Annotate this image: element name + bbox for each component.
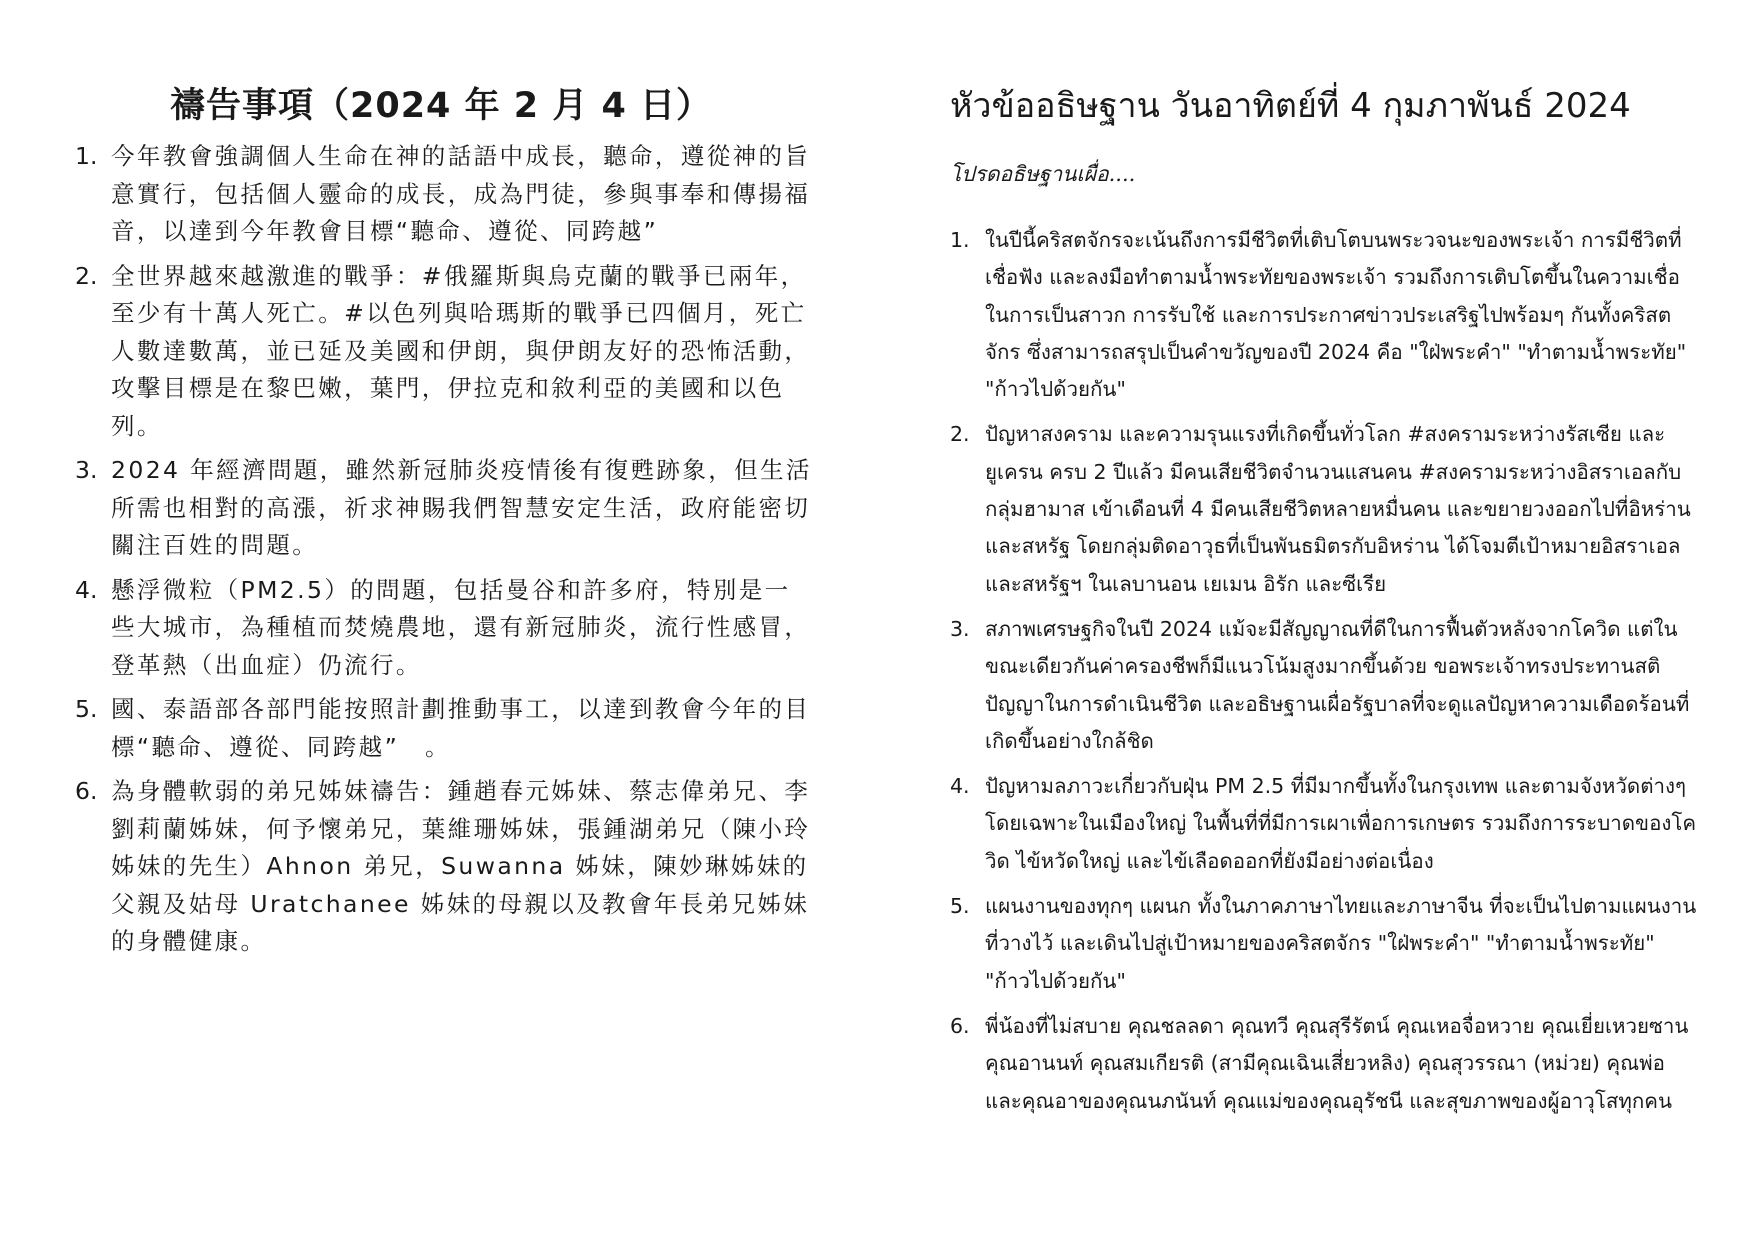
item-number: 4.	[950, 774, 970, 799]
list-item	[75, 138, 815, 251]
item-text: ในปีนี้คริสตจักรจะเน้นถึงการมีชีวิตที่เติบโตบนพระวจนะของพระเจ้า การมีชีวิตที่เชื่อฟัง และลงมือทำตามน้ำพระทัยของพระเจ้า รวมถึงการเติบโตขึ้นในความเชื่อ ในการเป็นสาวก การรับใช้ และการประกาศข่าวประเสริฐไปพร้อมๆ กันทั้งคริสตจักร ซึ่งสามารถสรุปเป็นคำขวัญของปี 2024 คือ "ใฝ่พระคำ" "ทำตามน้ำพระทัย" "ก้าวไปด้วยกัน"	[985, 228, 1687, 402]
item-number: 2.	[75, 261, 98, 290]
item-text: 全世界越來越激進的戰爭：#俄羅斯與烏克蘭的戰爭已兩年，至少有十萬人死亡。#以色列與哈瑪斯的戰爭已四個月，死亡人數達數萬，並已延及美國和伊朗，與伊朗友好的恐怖活動，攻擊目標是在黎巴嫩，葉門，伊拉克和敘利亞的美國和以色列。	[111, 261, 811, 440]
list-item	[75, 773, 815, 961]
list-item	[950, 1008, 1700, 1120]
list-item	[75, 452, 815, 565]
item-number: 5.	[75, 695, 98, 723]
item-text: แผนงานของทุกๆ แผนก ทั้งในภาคภาษาไทยและภาษาจีน ที่จะเป็นไปตามแผนงานที่วางไว้ และเดินไปสู่เป้าหมายของคริสตจักร "ใฝ่พระคำ" "ทำตามน้ำพระทัย" "ก้าวไปด้วยกัน"	[985, 894, 1697, 993]
list-item	[950, 611, 1700, 760]
item-number: 3.	[75, 456, 98, 484]
item-number: 2.	[950, 422, 970, 447]
item-text: 懸浮微粒（PM2.5）的問題，包括曼谷和許多府，特別是一些大城市，為種植而焚燒農地，還有新冠肺炎，流行性感冒，登革熱（出血症）仍流行。	[111, 575, 811, 679]
chinese-title: 禱告事項（2024 年 2 月 4 日）	[170, 86, 713, 126]
item-text: 國、泰語部各部門能按照計劃推動事工，以達到教會今年的目標“聽命、遵從、同跨越” 。	[111, 695, 811, 761]
list-item	[950, 888, 1700, 1000]
thai-title: หัวข้ออธิษฐาน วันอาทิตย์ที่ 4 กุมภาพันธ์ 2024	[950, 86, 1631, 126]
list-item	[950, 416, 1700, 602]
thai-prayer-list	[950, 222, 1700, 1128]
item-number: 4.	[75, 575, 98, 604]
item-text: ปัญหาสงคราม และความรุนแรงที่เกิดขึ้นทั่วโลก #สงครามระหว่างรัสเซีย และยูเครน ครบ 2 ปีแล้ว มีคนเสียชีวิตจำนวนแสนคน #สงครามระหว่างอิสราเอลกับกลุ่มฮามาส เข้าเดือนที่ 4 มีคนเสียชีวิตหลายหมื่นคน และขยายวงออกไปที่อิหร่านและสหรัฐ โดยกลุ่มติดอาวุธที่เป็นพันธมิตรกับอิหร่าน ได้โจมตีเป้าหมายอิสราเอลและสหรัฐฯ ในเลบานอน เยเมน อิรัก และซีเรีย	[985, 422, 1691, 596]
thai-subtitle: โปรดอธิษฐานเผื่อ....	[950, 162, 1136, 186]
item-text: 今年教會強調個人生命在神的話語中成長，聽命，遵從神的旨意實行，包括個人靈命的成長，成為門徒，參與事奉和傳揚福音，以達到今年教會目標“聽命、遵從、同跨越”	[111, 142, 811, 245]
item-number: 3.	[950, 616, 970, 641]
item-number: 5.	[950, 894, 970, 919]
chinese-prayer-list	[75, 138, 815, 968]
item-text: พี่น้องที่ไม่สบาย คุณชลลดา คุณทวี คุณสุรีรัตน์ คุณเหอจื่อหวาย คุณเยี่ยเหวยซาน คุณอานนท์ คุณสมเกียรติ (สามีคุณเฉินเสี่ยวหลิง) คุณสุวรรณา (หม่วย) คุณพ่อและคุณอาของคุณนภนันท์ คุณแม่ของคุณอุรัชนี และสุขภาพของผู้อาวุโสทุกคน	[985, 1013, 1689, 1113]
list-item	[950, 222, 1700, 408]
item-number: 1.	[950, 228, 970, 252]
item-number: 6.	[950, 1013, 970, 1038]
list-item	[75, 258, 815, 446]
item-text: สภาพเศรษฐกิจในปี 2024 แม้จะมีสัญญาณที่ดีในการฟื้นตัวหลังจากโควิด แต่ในขณะเดียวกันค่าครองชีพก็มีแนวโน้มสูงมากขึ้นด้วย ขอพระเจ้าทรงประทานสติปัญญาในการดำเนินชีวิต และอธิษฐานเผื่อรัฐบาลที่จะดูแลปัญหาความเดือดร้อนที่เกิดขึ้นอย่างใกล้ชิด	[985, 616, 1690, 753]
item-number: 6.	[75, 777, 98, 805]
item-text: 為身體軟弱的弟兄姊妹禱告：鍾趙春元姊妹、蔡志偉弟兄、李劉莉蘭姊妹，何予懷弟兄，葉維珊姊妹，張鍾湖弟兄（陳小玲姊妹的先生）Ahnon 弟兄，Suwanna 姊妹，陳妙琳姊妹的父親及姑母 Uratchanee 姊妹的母親以及教會年長弟兄姊妹的身體健康。	[111, 777, 811, 955]
item-number: 1.	[75, 142, 98, 170]
list-item	[75, 691, 815, 766]
list-item	[950, 768, 1700, 880]
list-item	[75, 572, 815, 685]
item-text: 2024 年經濟問題，雖然新冠肺炎疫情後有復甦跡象，但生活所需也相對的高漲，祈求神賜我們智慧安定生活，政府能密切關注百姓的問題。	[111, 456, 812, 559]
item-text: ปัญหามลภาวะเกี่ยวกับฝุ่น PM 2.5 ที่มีมากขึ้นทั้งในกรุงเทพ และตามจังหวัดต่างๆ โดยเฉพาะในเมืองใหญ่ ในพื้นที่ที่มีการเผาเพื่อการเกษตร รวมถึงการระบาดของโควิด ไข้หวัดใหญ่ และไข้เลือดออกที่ยังมีอย่างต่อเนื่อง	[985, 774, 1697, 873]
